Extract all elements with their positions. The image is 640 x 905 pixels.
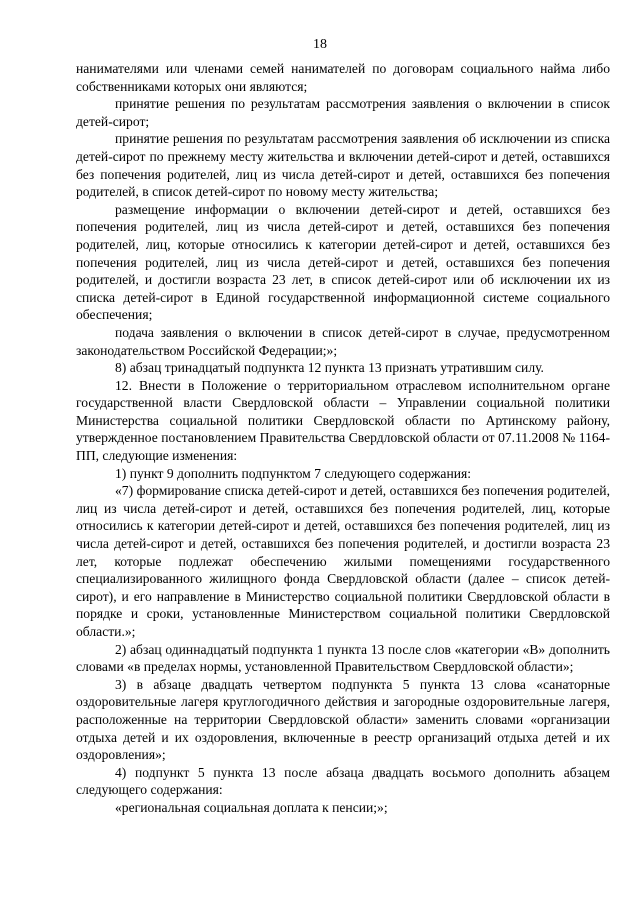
paragraph: принятие решения по результатам рассмотрения заявления об исключении из списка детей-сирот по прежнему месту жительства и включении детей-сирот и детей, оставшихся без попечения родителей, лиц из числа детей-сирот и детей, оставшихся без попечения родителей, в список детей-сирот по новому месту жительства;	[76, 131, 610, 200]
paragraph: принятие решения по результатам рассмотрения заявления о включении в список детей-сирот;	[76, 96, 610, 129]
paragraph: 12. Внести в Положение о территориальном отраслевом исполнительном органе государственной власти Свердловской области – Управлении социальной политики Министерства социальной политики Свердловской области по Артинскому району, утвержденное постановлением Правительства Свердловской области от 07.11.2008 № 1164-ПП, следующие изменения:	[76, 377, 610, 464]
paragraph: 3) в абзаце двадцать четвертом подпункта 5 пункта 13 слова «санаторные оздоровительные лагеря круглогодичного действия и загородные оздоровительные лагеря, расположенные на территории Свердловской области» заменить словами «организации отдыха детей и их оздоровления, включенные в реестр организаций отдыха детей и их оздоровления»;	[76, 676, 610, 763]
paragraph: 1) пункт 9 дополнить подпунктом 7 следующего содержания:	[115, 465, 472, 481]
document-body	[76, 60, 610, 817]
paragraph: 2) абзац одиннадцатый подпункта 1 пункта 13 после слов «категории «В» дополнить словами «в пределах нормы, установленной Правительством Свердловской области»;	[76, 641, 610, 675]
paragraph: подача заявления о включении в список детей-сирот в случае, предусмотренном законодательством Российской Федерации;»;	[76, 324, 610, 358]
paragraph: «7) формирование списка детей-сирот и детей, оставшихся без попечения родителей, лиц из числа детей-сирот и детей, оставшихся без попечения родителей, лиц, которые относились к категории детей-сирот и детей, оставшихся без попечения родителей, лиц из числа детей-сирот и детей, оставшихся без попечения родителей, и достигли возраста 23 лет, которые подлежат обеспечению жилыми помещениями государственного специализированного жилищного фонда Свердловской области (далее – список детей-сирот), и его направление в Министерство социальной политики Свердловской области в порядке и сроки, установленные Министерством социальной политики Свердловской области.»;	[76, 483, 610, 639]
page-number: 18	[313, 37, 327, 52]
paragraph: нанимателями или членами семей нанимателей по договорам социального найма либо собственниками которых они являются;	[76, 61, 610, 94]
paragraph: 4) подпункт 5 пункта 13 после абзаца двадцать восьмого дополнить абзацем следующего содержания:	[76, 764, 610, 798]
paragraph: 8) абзац тринадцатый подпункта 12 пункта 13 признать утратившим силу.	[115, 360, 544, 376]
paragraph: «региональная социальная доплата к пенсии;»;	[115, 799, 388, 815]
paragraph: размещение информации о включении детей-сирот и детей, оставшихся без попечения родителей, лиц из числа детей-сирот и детей, оставшихся без попечения родителей, лиц, которые относились к категории детей-сирот и детей, оставшихся без попечения родителей, лиц из числа детей-сирот и детей, оставшихся без попечения родителей, и достигли возраста 23 лет, в список детей-сирот или об исключении их из списка детей-сирот в Единой государственной информационной системе социального обеспечения;	[76, 201, 610, 323]
